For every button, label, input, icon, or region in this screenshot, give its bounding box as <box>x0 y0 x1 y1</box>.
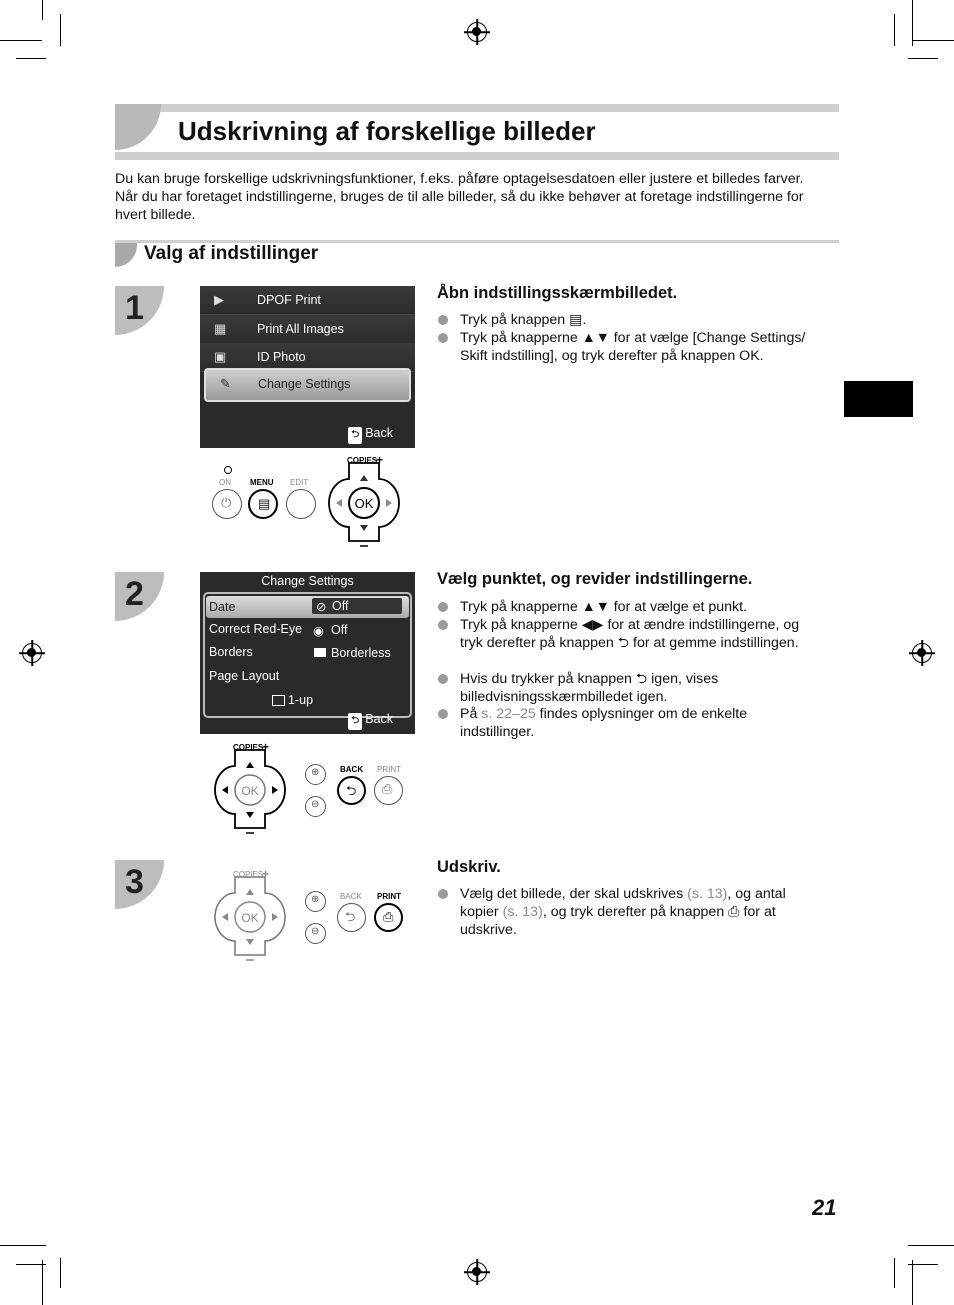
crop-mark <box>908 1245 954 1246</box>
step1-bullet: Tryk på knappen ▤. <box>438 311 818 329</box>
copies-label: COPIES <box>347 456 378 465</box>
plus-icon: + <box>262 742 270 754</box>
title-bar <box>115 152 839 160</box>
menu-item-id-photo: ▣ ID Photo <box>200 343 415 372</box>
crop-mark <box>0 1245 46 1246</box>
crop-mark <box>894 14 895 46</box>
step2-bullet: Tryk på knapperne ◀▶ for at ændre indstillingerne, og tryk derefter på knappen ⮌ for at gemme indstillingen. <box>438 616 818 652</box>
back-button[interactable] <box>337 903 366 932</box>
ok-label: OK <box>354 496 374 511</box>
date-icon: ⊘ <box>316 600 327 614</box>
step2-bullet: På s. 22–25 findes oplysninger om de enkelte indstillinger. <box>438 705 818 741</box>
setting-label: Borders <box>209 645 253 659</box>
back-icon: ⮌ <box>348 427 362 444</box>
step3-heading: Udskriv. <box>437 858 501 876</box>
crop-mark <box>16 58 46 59</box>
power-button[interactable] <box>212 489 242 519</box>
crop-mark <box>60 1258 61 1288</box>
dpad-control[interactable] <box>209 742 291 834</box>
step-badge: 3 <box>115 860 164 909</box>
back-icon: ⮌ <box>348 713 362 730</box>
menu-icon: ▤ <box>258 496 271 511</box>
menu-item-change-settings: ✎ Change Settings <box>204 368 411 402</box>
print-button[interactable] <box>374 903 403 932</box>
back-icon: ⮌ <box>346 783 357 798</box>
crop-mark <box>42 1260 43 1305</box>
layout-icon <box>272 695 285 706</box>
subtitle-corner <box>115 243 137 267</box>
tools-icon: ✎ <box>220 376 231 391</box>
setting-value: Borderless <box>331 646 391 660</box>
images-icon: ▦ <box>214 321 227 336</box>
step1-bullet: Tryk på knapperne ▲▼ for at vælge [Change Settings/ Skift indstilling], og tryk derefter på knappen OK. <box>438 329 818 365</box>
section-title: Valg af indstillinger <box>144 243 319 264</box>
ok-label: OK <box>241 911 259 925</box>
edit-button[interactable] <box>286 489 316 519</box>
step2-bullet: Hvis du trykker på knappen ⮌ igen, vises billedvisningsskærmbilledet igen. <box>438 670 818 706</box>
dpad-control[interactable] <box>323 455 405 547</box>
registration-mark-icon <box>912 643 932 663</box>
dpad-control[interactable] <box>209 869 291 961</box>
step1-heading: Åbn indstillingsskærmbilledet. <box>437 284 678 302</box>
chapter-tab <box>844 381 913 417</box>
on-label: ON <box>219 478 231 487</box>
ok-label: OK <box>241 784 259 798</box>
menu-screen <box>200 286 415 448</box>
intro-text: Du kan bruge forskellige udskrivningsfunktioner, f.eks. påføre optagelsesdatoen eller justere et billedes farver. Når du har foretaget indstillingerne, bruges de til alle billeder, så du ikke behøver at foretage indstillingerne for hvert billede. <box>115 171 804 223</box>
zoom-in-icon: ⊕ <box>311 767 320 778</box>
dpof-icon: ▶ <box>214 292 224 307</box>
title-corner <box>115 104 161 150</box>
crop-mark <box>908 1264 938 1265</box>
crop-mark <box>912 1260 913 1305</box>
registration-mark-icon <box>467 1262 487 1282</box>
print-icon: ⎙ <box>382 781 393 796</box>
back-icon: ⮌ <box>345 909 356 924</box>
menu-item-dpof: ▶ DPOF Print <box>200 286 415 315</box>
red-eye-icon: ◉ <box>313 624 324 638</box>
step3-bullet: Vælg det billede, der skal udskrives (s. 13), og antal kopier (s. 13), og tryk derefter på knappen ⎙ for at udskrive. <box>438 885 818 939</box>
setting-label: Page Layout <box>209 669 280 683</box>
back-label: ⮌ Back <box>348 426 393 444</box>
zoom-in-button[interactable] <box>305 891 326 912</box>
crop-mark <box>908 58 938 59</box>
step-badge: 1 <box>115 286 164 335</box>
settings-screen <box>200 572 415 734</box>
crop-mark <box>60 14 61 46</box>
print-icon: ⎙ <box>383 909 394 924</box>
page-title: Udskrivning af forskellige billeder <box>178 116 596 146</box>
power-icon: ⏻ <box>221 495 232 510</box>
back-button-label: BACK <box>340 892 362 901</box>
setting-label: Correct Red-Eye <box>209 622 303 636</box>
copies-label: COPIES <box>233 743 264 752</box>
page-reference-link[interactable]: s. 22–25 <box>481 706 536 722</box>
zoom-in-icon: ⊕ <box>311 894 320 905</box>
print-button[interactable] <box>374 776 403 805</box>
step2-heading: Vælg punktet, og revider indstillingerne. <box>437 570 753 588</box>
copies-label: COPIES <box>233 870 264 879</box>
menu-button[interactable] <box>248 489 278 519</box>
setting-value-box: ⊘ Off <box>312 598 402 614</box>
borders-icon <box>314 648 326 657</box>
zoom-in-button[interactable] <box>305 764 326 785</box>
menu-label: MENU <box>250 478 274 487</box>
zoom-out-button[interactable] <box>305 923 326 944</box>
back-button-label: BACK <box>340 765 364 774</box>
zoom-out-icon: ⊖ <box>311 926 320 937</box>
setting-value: Off <box>331 623 348 637</box>
page-reference-link[interactable]: (s. 13) <box>687 886 728 902</box>
registration-mark-icon <box>467 22 487 42</box>
edit-label: EDIT <box>290 478 309 487</box>
menu-item-print-all: ▦ Print All Images <box>200 315 415 344</box>
crop-mark <box>0 40 42 41</box>
print-button-label: PRINT <box>377 892 401 901</box>
crop-mark <box>912 40 954 41</box>
print-button-label: PRINT <box>377 765 401 774</box>
id-photo-icon: ▣ <box>214 349 227 364</box>
back-label: ⮌ Back <box>348 712 393 730</box>
back-button[interactable] <box>337 776 366 805</box>
zoom-out-icon: ⊖ <box>311 799 320 810</box>
setting-value: 1-up <box>288 693 314 707</box>
crop-mark <box>894 1258 895 1288</box>
page-number: 21 <box>812 1195 837 1220</box>
registration-mark-icon <box>22 643 42 663</box>
page-reference-link[interactable]: (s. 13) <box>502 904 543 920</box>
title-bar <box>115 104 839 112</box>
crop-mark <box>16 1264 46 1265</box>
plus-icon: + <box>376 455 384 467</box>
zoom-out-button[interactable] <box>305 796 326 817</box>
plus-icon: + <box>262 869 270 881</box>
screen-title: Change Settings <box>261 574 354 588</box>
step2-bullet: Tryk på knapperne ▲▼ for at vælge et punkt. <box>438 598 818 616</box>
crop-mark <box>42 0 43 20</box>
on-led <box>224 466 232 474</box>
setting-row-date: Date ⊘ Off <box>206 596 409 618</box>
step-badge: 2 <box>115 572 164 621</box>
